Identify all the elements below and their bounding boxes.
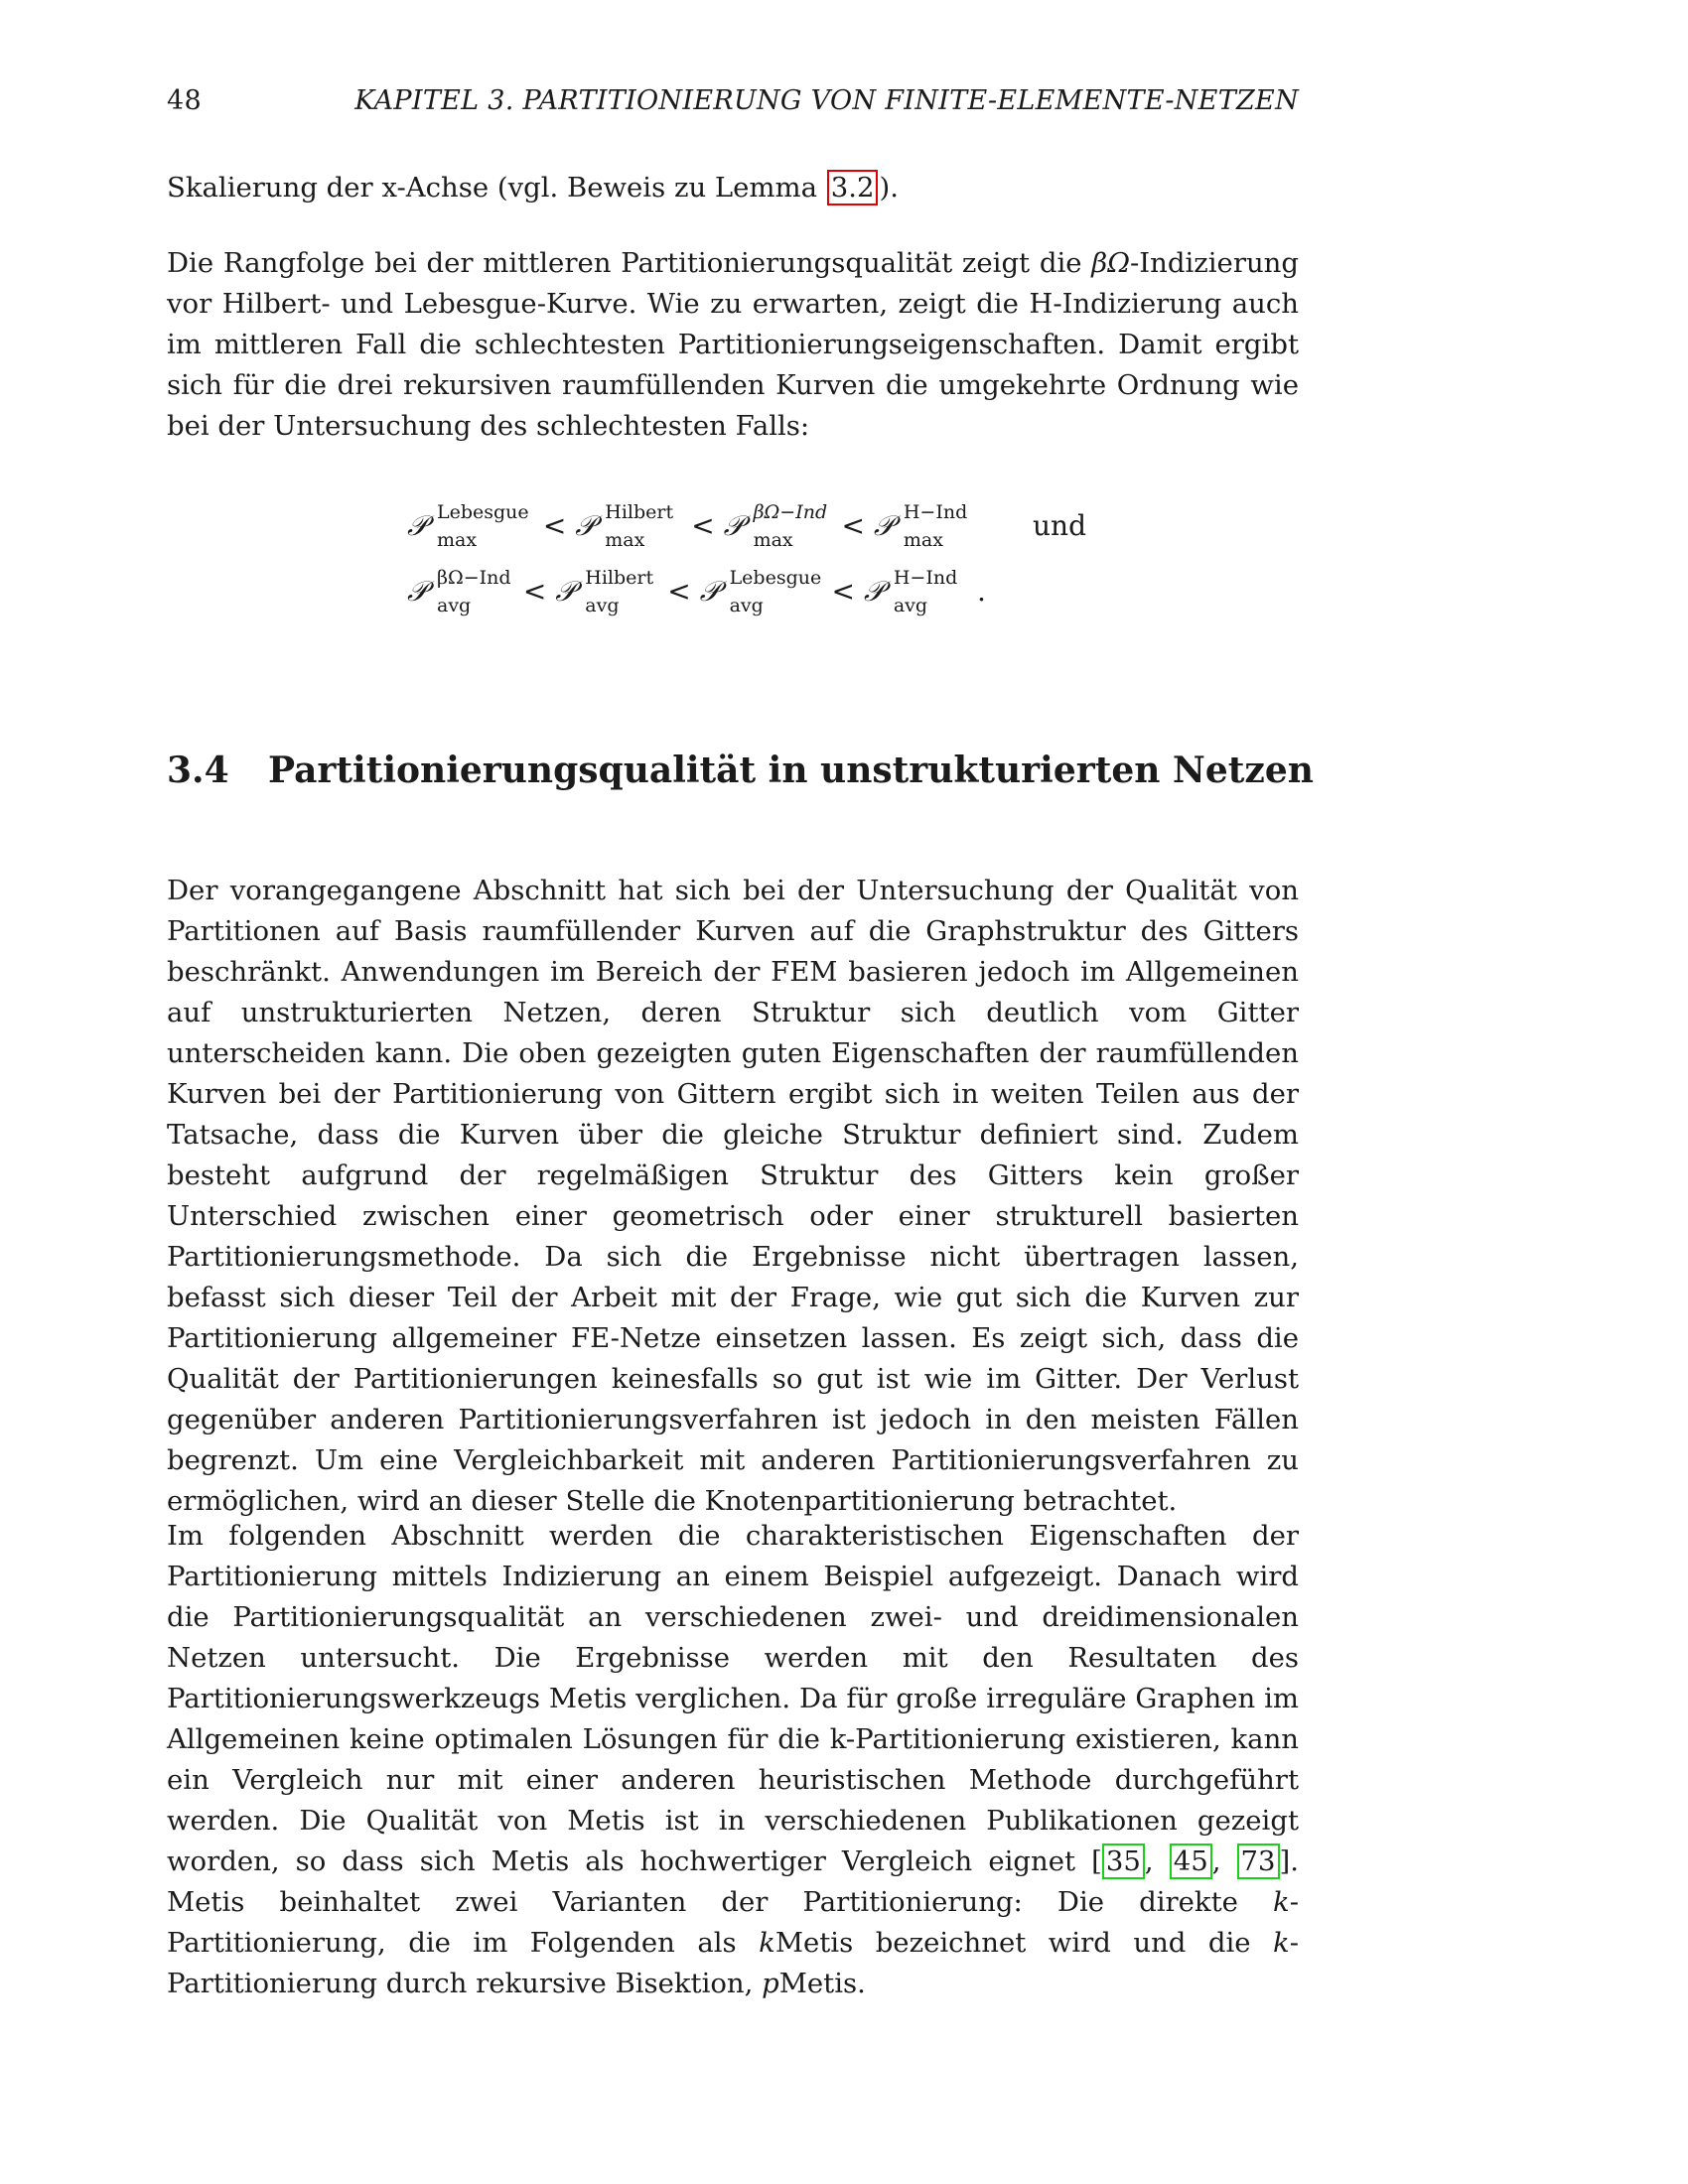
- formula-term: 𝒫 Lebesgue max: [407, 501, 529, 551]
- section-title: Partitionierungsqualität in unstrukturierten Netzen: [268, 750, 1314, 791]
- section-heading: [167, 750, 1358, 791]
- formula-term: 𝒫 βΩ−Ind max: [723, 501, 828, 551]
- formula-term: 𝒫 Hilbert avg: [555, 567, 654, 616]
- citation-group: [ 35 , 45 , 73 ].: [1091, 1845, 1300, 1877]
- formula-term: 𝒫 H−Ind max: [873, 501, 968, 551]
- lemma-reference-link[interactable]: 3.2: [827, 170, 879, 205]
- formula-term: 𝒫 Lebesgue avg: [699, 567, 822, 616]
- formula-term: 𝒫 Hilbert max: [575, 501, 674, 551]
- paragraph-metis: Im folgenden Abschnitt werden die charakteristischen Eigenschaften der Partitionierung mittels Indizierung an einem Beispiel aufgezeigt. Danach wird die Partitionierungsqualität an verschiedenen zwei- und dreidimensionalen Netzen untersucht. Die Ergebnisse werden mit den Resultaten des Partitionierungswerkzeugs Metis verglichen. Da für große irreguläre Graphen im Allgemeinen keine optimalen Lösungen für die k-Partitionierung existieren, kann ein Vergleich nur mit einer anderen heuristischen Methode durchgeführt werden. Die Qualität von Metis ist in verschiedenen Publikationen gezeigt worden, so dass sich Metis als hochwertiger Vergleich eignet [ 35 , 45 , 73 ]. Metis beinhaltet zwei Varianten der Partitionierung: Die direkte k-Partitionierung, die im Folgenden als kMetis bezeichnet wird und die k-Partitionierung durch rekursive Bisektion, pMetis.: [167, 1520, 1300, 1999]
- paragraph-unstructured-intro: Der vorangegangene Abschnitt hat sich bei der Untersuchung der Qualität von Partitionen auf Basis raumfüllender Kurven auf die Graphstruktur des Gitters beschränkt. Anwendungen im Bereich der FEM basieren jedoch im Allgemeinen auf unstrukturierten Netzen, deren Struktur sich deutlich vom Gitter unterscheiden kann. Die oben gezeigten guten Eigenschaften der raumfüllenden Kurven bei der Partitionierung von Gittern ergibt sich in weiten Teilen aus der Tatsache, dass die Kurven über die gleiche Struktur definiert sind. Zudem besteht aufgrund der regelmäßigen Struktur des Gitters kein großer Unterschied zwischen einer geometrisch oder einer strukturell basierten Partitionierungsmethode. Da sich die Ergebnisse nicht übertragen lassen, befasst sich dieser Teil der Arbeit mit der Frage, wie gut sich die Kurven zur Partitionierung allgemeiner FE-Netze einsetzen lassen. Es zeigt sich, dass die Qualität der Partitionierungen keinesfalls so gut ist wie im Gitter. Der Verlust gegenüber anderen Partitionierungsverfahren ist jedoch in den meisten Fällen begrenzt. Um eine Vergleichbarkeit mit anderen Partitionierungsverfahren zu ermöglichen, wird an dieser Stelle die Knotenpartitionierung betrachtet.: [167, 875, 1299, 1517]
- formula-term: 𝒫 H−Ind avg: [863, 567, 958, 616]
- section-number: 3.4: [167, 750, 229, 791]
- running-title: KAPITEL 3. PARTITIONIERUNG VON FINITE-ELEMENTE-NETZEN: [354, 85, 1299, 116]
- citation-link[interactable]: 35: [1102, 1843, 1145, 1879]
- formula-und: und: [1033, 509, 1086, 542]
- citation-link[interactable]: 73: [1237, 1843, 1280, 1879]
- paragraph-ranking: Die Rangfolge bei der mittleren Partitionierungsqualität zeigt die βΩ-Indizierung vor Hilbert- und Lebesgue-Kurve. Wie zu erwarten, zeigt die H-Indizierung auch im mittleren Fall die schlechtesten Partitionierungseigenschaften. Damit ergibt sich für die drei rekursiven raumfüllenden Kurven die umgekehrte Ordnung wie bei der Untersuchung des schlechtesten Falls:: [167, 247, 1299, 442]
- paragraph-continuation: Skalierung der x-Achse (vgl. Beweis zu Lemma 3.2 ).: [167, 172, 899, 204]
- formula-line-max: 𝒫 Lebesgue max < 𝒫 Hilbert max < 𝒫 βΩ−Ind max < 𝒫 H−Ind max: [407, 506, 973, 546]
- formula-term: 𝒫 βΩ−Ind avg: [407, 567, 511, 616]
- formula-line-avg: 𝒫 βΩ−Ind avg < 𝒫 Hilbert avg < 𝒫 Lebesgue avg < 𝒫 H−Ind avg: [407, 572, 963, 612]
- formula-period: .: [977, 575, 986, 608]
- citation-link[interactable]: 45: [1170, 1843, 1212, 1879]
- page-number: 48: [167, 85, 202, 116]
